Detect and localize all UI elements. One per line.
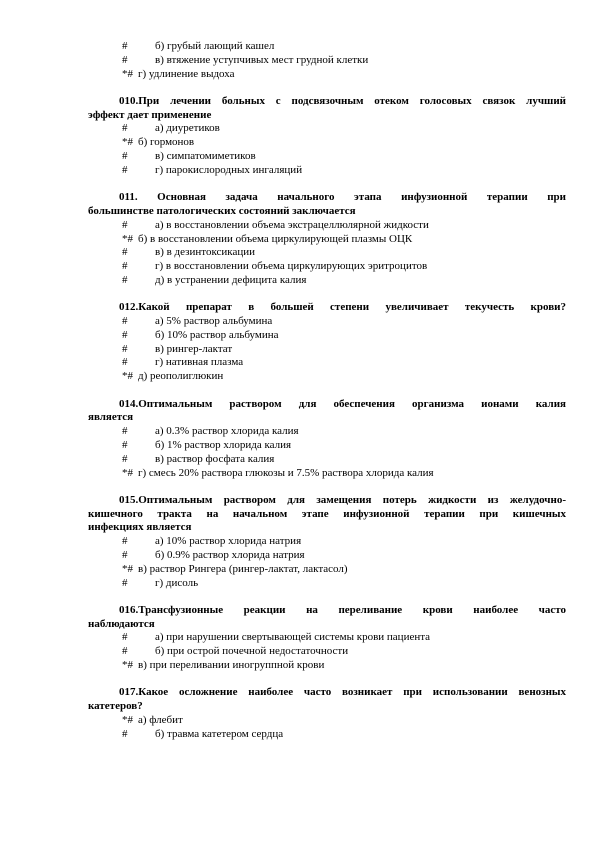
spacer: [88, 178, 566, 192]
answer-marker: *#: [122, 67, 133, 80]
answer-option: [88, 549, 566, 563]
answer-text: в) в дезинтоксикации: [155, 246, 256, 259]
answer-marker: #: [122, 425, 128, 438]
answer-text: г) дисоль: [155, 576, 199, 589]
question-text: [88, 686, 566, 714]
answer-option: [88, 40, 566, 54]
answer-marker: #: [122, 549, 128, 561]
answer-marker: #: [122, 727, 128, 740]
answer-option: [88, 439, 566, 453]
answer-marker: *#: [122, 136, 133, 149]
question-text: [88, 398, 566, 426]
answer-marker: #: [122, 260, 128, 273]
answer-option: [88, 164, 566, 178]
answer-option: [88, 274, 566, 288]
answer-text: в) рингер-лактат: [155, 342, 233, 355]
answer-text: б) грубый лающий кашел: [155, 40, 275, 52]
question-text: [88, 494, 566, 535]
answer-marker: #: [122, 163, 128, 176]
answer-text: а) 0.3% раствор хлорида калия: [155, 425, 299, 438]
answer-option: [88, 728, 566, 742]
question-line: наблюдаются: [88, 617, 155, 630]
answer-text: г) смесь 20% раствора глюкозы и 7.5% раствора хлорида калия: [138, 466, 434, 479]
question-line: эффект дает применение: [88, 108, 212, 121]
answer-marker: #: [122, 246, 128, 259]
answer-text: д) реополиглюкин: [138, 370, 224, 383]
spacer: [88, 384, 566, 398]
answer-option: [88, 425, 566, 439]
answer-text: б) 1% раствор хлорида калия: [155, 438, 292, 451]
answer-marker: #: [122, 356, 128, 369]
answer-option: [88, 150, 566, 164]
answer-option-correct: [88, 714, 566, 728]
answer-marker: #: [122, 150, 128, 163]
answer-text: в) втяжение уступчивых мест грудной клетки: [155, 53, 369, 66]
answer-marker: #: [122, 535, 128, 548]
question-text: [88, 301, 566, 315]
answer-marker: #: [122, 576, 128, 589]
answer-text: в) симпатомиметиков: [155, 150, 256, 163]
answer-option: [88, 54, 566, 68]
answer-text: а) флебит: [138, 713, 183, 726]
answer-text: б) травма катетером сердца: [155, 727, 284, 740]
answer-marker: *#: [122, 466, 133, 479]
answer-option: [88, 356, 566, 370]
answer-option-correct: [88, 233, 566, 247]
answer-option: [88, 219, 566, 233]
answer-text: г) нативная плазма: [155, 356, 244, 369]
answer-marker: #: [122, 328, 128, 341]
answer-option: [88, 260, 566, 274]
answer-text: г) парокислородных ингаляций: [155, 163, 303, 176]
answer-option-correct: [88, 659, 566, 673]
question-text: [88, 191, 566, 219]
answer-option: [88, 343, 566, 357]
question-line: 017.Какое осложнение наиболее часто возникает при использовании венозных: [119, 686, 566, 699]
test-content: [88, 40, 566, 742]
answer-option: [88, 122, 566, 136]
answer-option-correct: [88, 136, 566, 150]
answer-text: д) в устранении дефицита калия: [155, 273, 307, 286]
answer-option: [88, 246, 566, 260]
question-line: 016.Трансфузионные реакции на переливание крови наиболее часто: [119, 603, 566, 616]
answer-marker: #: [122, 273, 128, 286]
answer-option: [88, 315, 566, 329]
answer-option-correct: [88, 467, 566, 481]
answer-text: г) удлинение выдоха: [138, 67, 235, 80]
spacer: [88, 673, 566, 687]
answer-text: б) гормонов: [138, 136, 195, 149]
answer-marker: *#: [122, 659, 133, 672]
answer-text: а) в восстановлении объема экстрацеллюлярной жидкости: [155, 218, 429, 231]
question-line: кишечного тракта на начальном этапе инфузионной терапии при кишечных: [88, 507, 566, 520]
question-line: 011. Основная задача начального этапа инфузионной терапии при: [119, 191, 566, 204]
question-line: 010.При лечении больных с подсвязочным отеком голосовых связок лучший: [119, 94, 566, 107]
answer-marker: #: [122, 631, 128, 644]
answer-marker: #: [122, 342, 128, 355]
answer-option-correct: [88, 370, 566, 384]
answer-marker: #: [122, 438, 128, 451]
answer-text: а) 10% раствор хлорида натрия: [155, 535, 302, 548]
answer-text: б) в восстановлении объема циркулирующей плазмы ОЦК: [138, 232, 413, 245]
answer-text: а) диуретиков: [155, 122, 220, 135]
answer-marker: #: [122, 218, 128, 231]
spacer: [88, 590, 566, 604]
question-text: [88, 604, 566, 632]
question-line: 014.Оптимальным раствором для обеспечения организма ионами калия: [119, 397, 566, 410]
question-line: 015.Оптимальным раствором для замещения потерь жидкости из желудочно-: [119, 493, 566, 506]
answer-text: а) 5% раствор альбумина: [155, 315, 273, 328]
spacer: [88, 81, 566, 95]
answer-marker: #: [122, 53, 128, 66]
answer-marker: *#: [122, 713, 133, 726]
answer-marker: #: [122, 122, 128, 135]
spacer: [88, 288, 566, 302]
answer-text: б) 0.9% раствор хлорида натрия: [155, 549, 305, 561]
answer-marker: #: [122, 452, 128, 465]
answer-option: [88, 645, 566, 659]
question-line: катетеров?: [88, 700, 143, 713]
answer-marker: #: [122, 315, 128, 328]
answer-text: в) раствор фосфата калия: [155, 452, 275, 465]
answer-text: в) раствор Рингера (рингер-лактат, лактасол): [138, 562, 348, 575]
answer-text: б) 10% раствор альбумина: [155, 328, 279, 341]
question-line: 012.Какой препарат в большей степени увеличивает текучесть крови?: [119, 301, 566, 314]
answer-marker: *#: [122, 232, 133, 245]
answer-marker: *#: [122, 370, 133, 383]
answer-option: [88, 631, 566, 645]
answer-text: а) при нарушении свертывающей системы крови пациента: [155, 631, 431, 644]
question-line: большинстве патологических состояний заключается: [88, 204, 356, 217]
spacer: [88, 480, 566, 494]
answer-text: б) при острой почечной недостаточности: [155, 645, 349, 658]
question-line: является: [88, 411, 134, 424]
answer-marker: #: [122, 645, 128, 658]
question-text: [88, 95, 566, 123]
answer-option: [88, 535, 566, 549]
answer-option-correct: [88, 563, 566, 577]
question-line: инфекциях является: [88, 521, 192, 534]
answer-option: [88, 453, 566, 467]
answer-marker: *#: [122, 562, 133, 575]
answer-option: [88, 577, 566, 591]
answer-text: в) при переливании иногруппной крови: [138, 659, 325, 672]
answer-marker: #: [122, 40, 128, 52]
answer-option: [88, 329, 566, 343]
answer-text: г) в восстановлении объема циркулирующих эритроцитов: [155, 260, 428, 273]
answer-option-correct: [88, 68, 566, 82]
